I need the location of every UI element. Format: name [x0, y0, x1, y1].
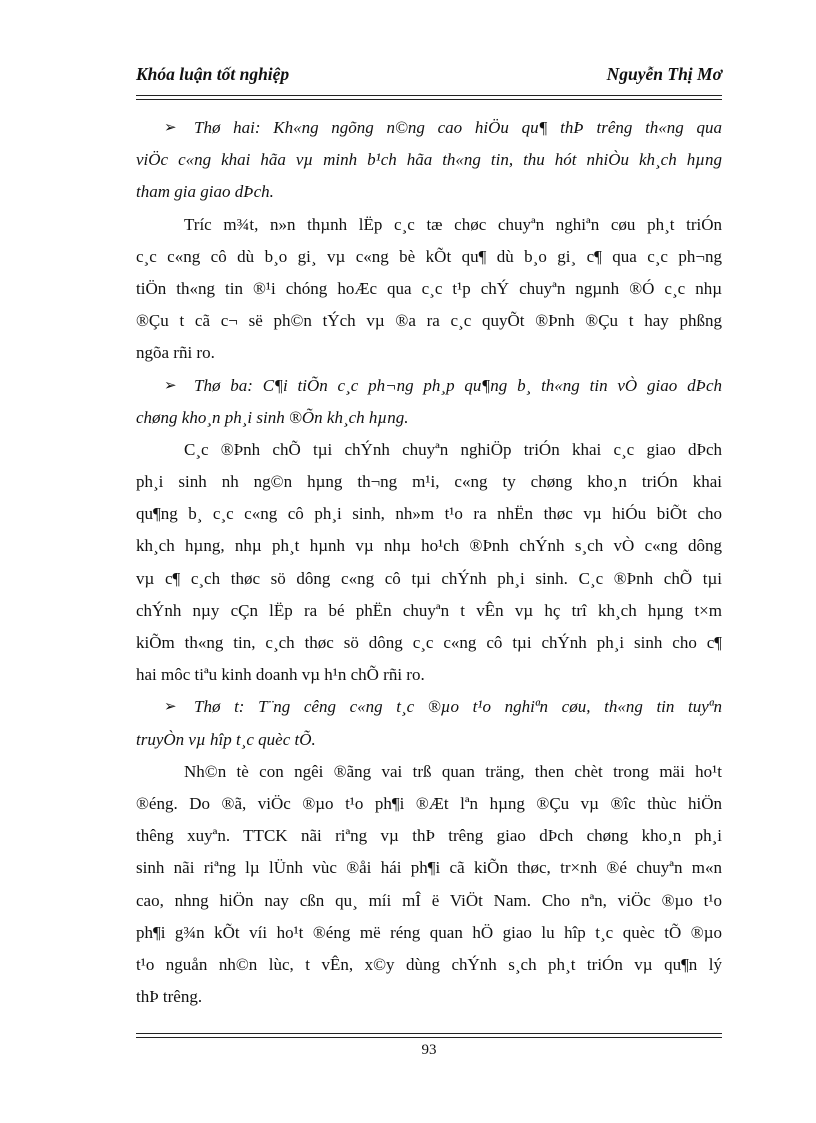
arrow-bullet-icon: ➢	[164, 377, 177, 394]
arrow-bullet-icon: ➢	[164, 699, 177, 716]
header-rule-bottom	[136, 99, 722, 100]
body-line: Tríc m¾t, n»n thµnh lËp c¸c tæ chøc chuyªn nghiªn cøu ph¸t triÓn	[184, 214, 722, 234]
body-line: chÝnh nµy cÇn lËp ra bé phËn chuyªn t vÊn vµ hç trî kh¸ch hµng t×m	[136, 600, 722, 620]
body-line: thêng xuyªn. TTCK nãi riªng vµ thÞ trêng giao dÞch chøng kho¸n ph¸i	[136, 826, 722, 846]
page-number: 93	[421, 1042, 437, 1058]
body-line: ➢ Thø t: T¨ng cêng c«ng t¸c ®µo t¹o nghiªn cøu, th«ng tin tuyªn	[136, 691, 722, 723]
body-line: chøng kho¸n ph¸i sinh ®Õn kh¸ch hµng.	[136, 407, 409, 427]
body-line: vµ c¶ c¸ch thøc sö dông c«ng cô tµi chÝnh ph¸i sinh. C¸c ®Þnh chÕ tµi	[136, 568, 722, 588]
body-line: ph¶i g¾n kÕt víi ho¹t ®éng më réng quan hÖ giao lu hîp t¸c quèc tÕ ®µo	[136, 922, 722, 942]
body-line: ph¸i sinh nh ng©n hµng th¬ng m¹i, c«ng ty chøng kho¸n triÓn khai	[136, 472, 722, 492]
page-header	[136, 64, 722, 90]
body-line: c¸c c«ng cô dù b¸o gi¸ vµ c«ng bè kÕt qu¶ dù b¸o gi¸ c¶ qua c¸c ph¬ng	[136, 246, 722, 266]
body-line: ®Çu t cã c¬ së ph©n tÝch vµ ®a ra c¸c quyÕt ®Þnh ®Çu t hay phßng	[136, 311, 722, 331]
header-title: Khóa luận tốt nghiệp	[136, 64, 290, 84]
body-line: qu¶ng b¸ c¸c c«ng cô ph¸i sinh, nh»m t¹o ra nhËn thøc vµ hiÓu biÕt cho	[136, 504, 722, 524]
body-line: sinh nãi riªng lµ lÜnh vùc ®åi hái ph¶i cã kiÕn thøc, tr×nh ®é chuyªn m«n	[136, 858, 722, 878]
body-line: viÖc c«ng khai hãa vµ minh b¹ch hãa th«ng tin, thu hót nhiÒu kh¸ch hµng	[136, 150, 722, 170]
body-line: hai môc tiªu kinh doanh vµ h¹n chÕ rñi ro.	[136, 665, 425, 685]
arrow-bullet-icon: ➢	[164, 120, 177, 136]
header-author: Nguyễn Thị Mơ	[606, 64, 722, 84]
body-line: kh¸ch hµng, nhµ ph¸t hµnh vµ nhµ ho¹ch ®Þnh chÝnh s¸ch vÒ c«ng dông	[136, 536, 722, 556]
body-line: thÞ trêng.	[136, 987, 203, 1007]
header-rule-top	[136, 95, 722, 96]
body-line: t¹o nguån nh©n lùc, t vÊn, x©y dùng chÝnh s¸ch ph¸t triÓn vµ qu¶n lý	[136, 954, 722, 974]
footer-rule-bottom	[136, 1037, 722, 1038]
body-line: cao, nhng hiÖn nay cßn qu¸ míi mÎ ë ViÖt Nam. Cho nªn, viÖc ®µo t¹o	[136, 890, 722, 910]
body-line: tham gia giao dÞch.	[136, 182, 274, 202]
footer-rule-top	[136, 1033, 722, 1034]
body-line: ngõa rñi ro.	[136, 343, 215, 363]
body-line: kiÕm th«ng tin, c¸ch thøc sö dông c¸c c«ng cô tµi chÝnh ph¸i sinh cho c¶	[136, 633, 722, 652]
page-body	[136, 112, 722, 1013]
body-line: truyÒn vµ hîp t¸c quèc tÕ.	[136, 729, 316, 749]
body-line: ➢ Thø ba: C¶i tiÕn c¸c ph¬ng ph¸p qu¶ng b¸ th«ng tin vÒ giao dÞch	[136, 370, 722, 402]
body-line: ®éng. Do ®ã, viÖc ®µo t¹o ph¶i ®Æt lªn hµng ®Çu vµ ®îc thùc hiÖn	[136, 793, 722, 813]
body-line: Nh©n tè con ngêi ®ãng vai trß quan träng, then chèt trong mäi ho¹t	[184, 761, 722, 781]
body-line: ➢ Thø hai: Kh«ng ngõng n©ng cao hiÖu qu¶ thÞ trêng th«ng qua	[136, 112, 722, 144]
body-line: C¸c ®Þnh chÕ tµi chÝnh chuyªn nghiÖp triÓn khai c¸c giao dÞch	[184, 439, 722, 459]
body-line: tiÖn th«ng tin ®¹i chóng hoÆc qua c¸c t¹p chÝ chuyªn ngµnh ®Ó c¸c nhµ	[136, 278, 722, 298]
